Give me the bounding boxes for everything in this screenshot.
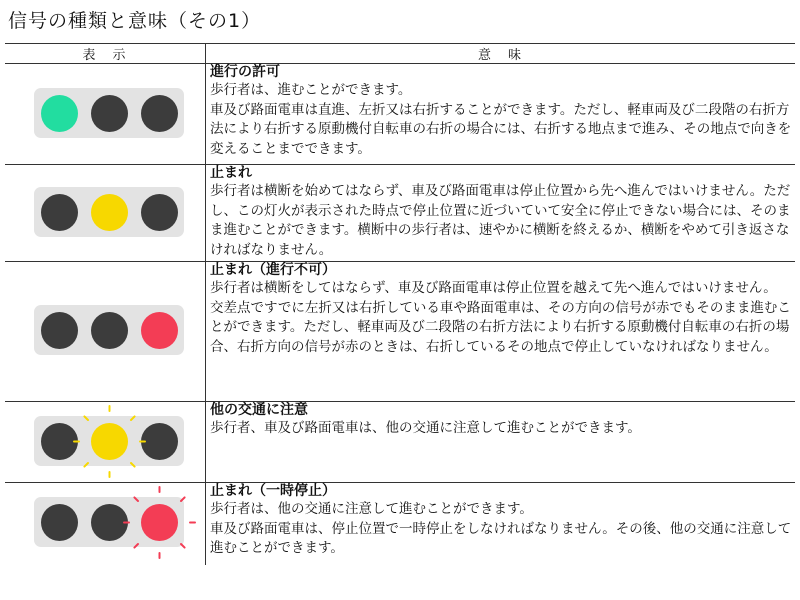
meaning-title: 止まれ [210,165,252,181]
meaning-title: 止まれ（進行不可） [210,262,336,278]
lamp-off-icon [41,194,78,231]
traffic-light-flashing-yellow [34,416,184,466]
lamp-off-icon [41,312,78,349]
meaning-cell [206,64,796,165]
signal-display-cell [5,165,206,262]
table-row [5,402,795,483]
meaning-cell [206,165,796,262]
meaning-text: 交差点ですでに左折又は右折している車や路面電車は、その方向の信号が赤でもそのまま進むことができます。ただし、軽車両及び二段階の右折方法により右折する原動機付自転車の右折の場合、右折方向の信号が赤のときは、右折しているその地点で停止していなければなりません。 [210,299,791,355]
signal-display-cell [5,483,206,565]
lamp-green-lit-icon [41,95,78,132]
table-row [5,165,795,262]
traffic-light-yellow [34,187,184,237]
signal-display-cell [5,402,206,483]
lamp-off-icon [91,312,128,349]
flash-rays-red-icon [134,497,185,548]
flash-rays-yellow-icon [84,416,135,467]
meaning-text: 歩行者は横断を始めてはならず、車及び路面電車は停止位置から先へ進んではいけません。ただし、この灯火が表示された時点で停止位置に近づいていて安全に停止できない場合には、そのまま進むことができます。横断中の歩行者は、速やかに横断を終えるか、横断をやめて引き返さなければなりません。 [210,183,791,258]
meaning-text: 歩行者は、進むことができます。 [210,82,412,98]
meaning-text: 歩行者、車及び路面電車は、他の交通に注意して進むことができます。 [210,420,641,436]
lamp-red-lit-icon [141,312,178,349]
lamp-off-icon [141,95,178,132]
meaning-cell [206,402,796,483]
traffic-light-flashing-red [34,497,184,547]
table-header-row [5,44,795,64]
lamp-off-icon [91,504,128,541]
meaning-text: 車及び路面電車は直進、左折又は右折することができます。ただし、軽車両及び二段階の右折方法により右折する原動機付自転車の右折の場合には、右折する地点まで進み、その地点で向きを変えることまでできます。 [210,101,792,157]
header-display: 表 示 [5,44,206,64]
lamp-off-icon [141,194,178,231]
lamp-yellow-lit-icon [91,194,128,231]
meaning-text: 車及び路面電車は、停止位置で一時停止をしなければなりません。その後、他の交通に注意して進むことができます。 [210,520,792,557]
meaning-text: 歩行者は横断をしてはならず、車及び路面電車は停止位置を越えて先へ進んではいけません。 [210,280,777,296]
lamp-off-icon [41,504,78,541]
signal-meaning-table [5,43,795,565]
table-row [5,64,795,165]
lamp-off-icon [41,423,78,460]
meaning-title: 他の交通に注意 [210,402,308,418]
meaning-cell [206,262,796,402]
meaning-cell [206,483,796,565]
header-meaning: 意 味 [206,44,796,64]
signal-display-cell [5,262,206,402]
signal-display-cell [5,64,206,165]
lamp-off-icon [91,95,128,132]
table-row [5,483,795,565]
meaning-title: 進行の許可 [210,64,280,80]
traffic-light-green [34,88,184,138]
meaning-text: 歩行者は、他の交通に注意して進むことができます。 [210,501,533,517]
traffic-light-red [34,305,184,355]
lamp-off-icon [141,423,178,460]
table-row [5,262,795,402]
page-title: 信号の種類と意味（その1） [8,10,262,32]
meaning-title: 止まれ（一時停止） [210,483,336,499]
